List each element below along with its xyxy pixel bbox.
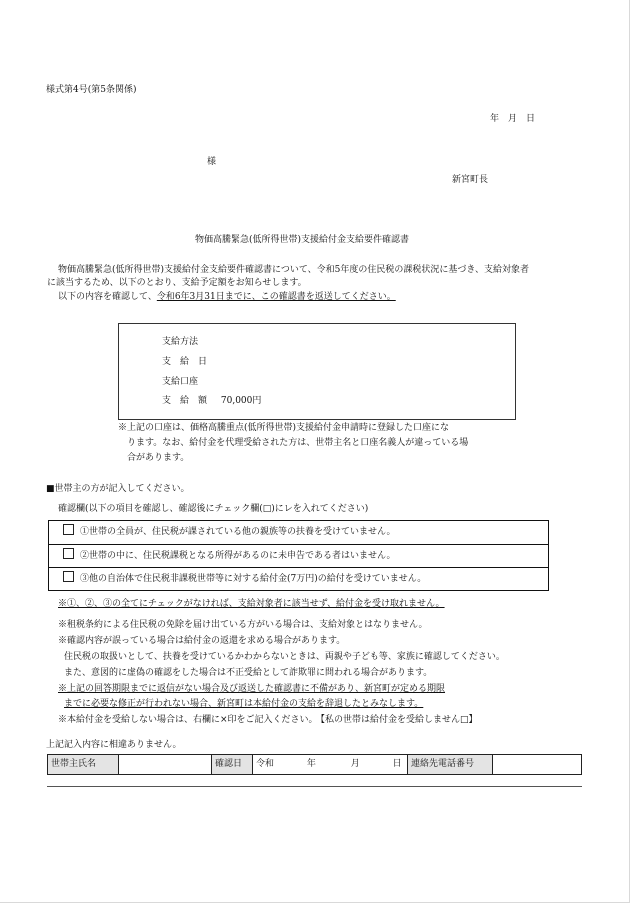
payment-amount-label: 支 給 額 bbox=[162, 396, 208, 406]
payment-amount-value: 70,000円 bbox=[220, 396, 262, 406]
note-decline-prefix: ※本給付金を受給しない場合は、右欄に×印をご記入ください。 bbox=[58, 715, 318, 725]
era-label: 令和 bbox=[256, 759, 275, 770]
checkbox[interactable] bbox=[63, 524, 74, 535]
date-line: 年 月 日 bbox=[490, 114, 536, 124]
note-fraud: また、意図的に虚偽の確認をした場合は不正受給として詐欺罪に問われる場合があります。 bbox=[64, 668, 433, 678]
year-label: 年 bbox=[306, 759, 316, 770]
checkbox[interactable] bbox=[63, 548, 74, 559]
payment-method-label: 支給方法 bbox=[162, 337, 199, 347]
note-dependent: 住民税の取扱いとして、扶養を受けているかわからないときは、両親や子ども等、家族に確認してください。 bbox=[64, 652, 505, 662]
phone-label: 連絡先電話番号 bbox=[408, 755, 493, 775]
phone-field[interactable] bbox=[493, 755, 582, 775]
check-instruction: 確認欄(以下の項目を確認し、確認後にチェック欄(□)にレを入れてください) bbox=[58, 504, 369, 514]
payment-note-line-3: 合があります。 bbox=[127, 453, 190, 463]
payment-account-label: 支給口座 bbox=[162, 377, 199, 387]
checkbox[interactable] bbox=[63, 571, 74, 582]
bottom-rule bbox=[47, 786, 582, 787]
payment-date-label: 支 給 日 bbox=[162, 357, 208, 367]
month-label: 月 bbox=[350, 759, 360, 770]
note-deadline-2: までに必要な修正が行われない場合、新宮町は本給付金の支給を辞退したとみなします。 bbox=[64, 699, 424, 709]
note-error: ※確認内容が誤っている場合は給付金の返還を求める場合があります。 bbox=[58, 636, 346, 646]
document-title: 物価高騰緊急(低所得世帯)支援給付金支給要件確認書 bbox=[195, 235, 410, 245]
note-tax-treaty: ※租税条約による住民税の免除を届け出ている方がいる場合は、支給対象とはなりません。 bbox=[58, 620, 428, 630]
payment-note-line-2: ります。なお、給付金を代理受給された方は、世帯主名と口座名義人が違っている場 bbox=[127, 438, 469, 448]
note-decline bbox=[58, 715, 478, 726]
check-item bbox=[49, 521, 548, 544]
payment-date-row bbox=[162, 357, 214, 368]
note-deadline-1: ※上記の回答期限までに返信がない場合及び返送した確認書に不備があり、新宮町が定める期限 bbox=[58, 684, 446, 694]
check-item bbox=[49, 544, 548, 568]
confirm-date-label: 確認日 bbox=[212, 755, 253, 775]
check-item-text: ③他の自治体で住民税非課税世帯等に対する給付金(7万円)の給付を受けていません。 bbox=[80, 574, 427, 584]
signature-table bbox=[47, 754, 582, 775]
day-label: 日 bbox=[392, 759, 402, 770]
intro-line-3 bbox=[58, 292, 396, 303]
payment-account-row bbox=[162, 377, 214, 388]
note-all-check: ※①、②、③の全てにチェックがなければ、支給対象者に該当せず、給付金を受け取れません。 bbox=[58, 599, 445, 609]
householder-name-label: 世帯主氏名 bbox=[48, 755, 119, 775]
form-number: 様式第4号(第5条関係) bbox=[46, 85, 137, 95]
payment-note-line-1: ※上記の口座は、価格高騰重点(低所得世帯)支援給付金申請時に登録した口座にな bbox=[118, 423, 450, 433]
check-item-text: ②世帯の中に、住民税課税となる所得があるのに未申告である者はいません。 bbox=[80, 551, 396, 561]
confirm-statement: 上記記入内容に相違ありません。 bbox=[46, 740, 182, 750]
check-item bbox=[49, 567, 548, 591]
recipient-suffix: 様 bbox=[207, 157, 217, 167]
decline-checkbox[interactable]: 【私の世帯は給付金を受給しません□】 bbox=[320, 715, 478, 725]
confirm-date-field[interactable] bbox=[253, 755, 408, 775]
householder-name-field[interactable] bbox=[119, 755, 212, 775]
check-items-box bbox=[48, 520, 549, 591]
check-item-text: ①世帯の全員が、住民税が課されている他の親族等の扶養を受けていません。 bbox=[80, 527, 396, 537]
intro-line-2: に該当するため、以下のとおり、支給予定額をお知らせします。 bbox=[47, 278, 307, 288]
intro-line-1: 物価高騰緊急(低所得世帯)支援給付金支給要件確認書について、令和5年度の住民税の課税状況に基づき、支給対象者 bbox=[58, 265, 530, 275]
payment-amount-row bbox=[162, 396, 261, 407]
return-deadline: 令和6年3月31日までに、この確認書を返送してください。 bbox=[156, 292, 396, 302]
payment-method-row bbox=[162, 337, 214, 348]
section-heading: ■世帯主の方が記入してください。 bbox=[46, 484, 190, 494]
intro-line-3-prefix: 以下の内容を確認して、 bbox=[58, 292, 157, 302]
issuer: 新宮町長 bbox=[452, 175, 489, 185]
